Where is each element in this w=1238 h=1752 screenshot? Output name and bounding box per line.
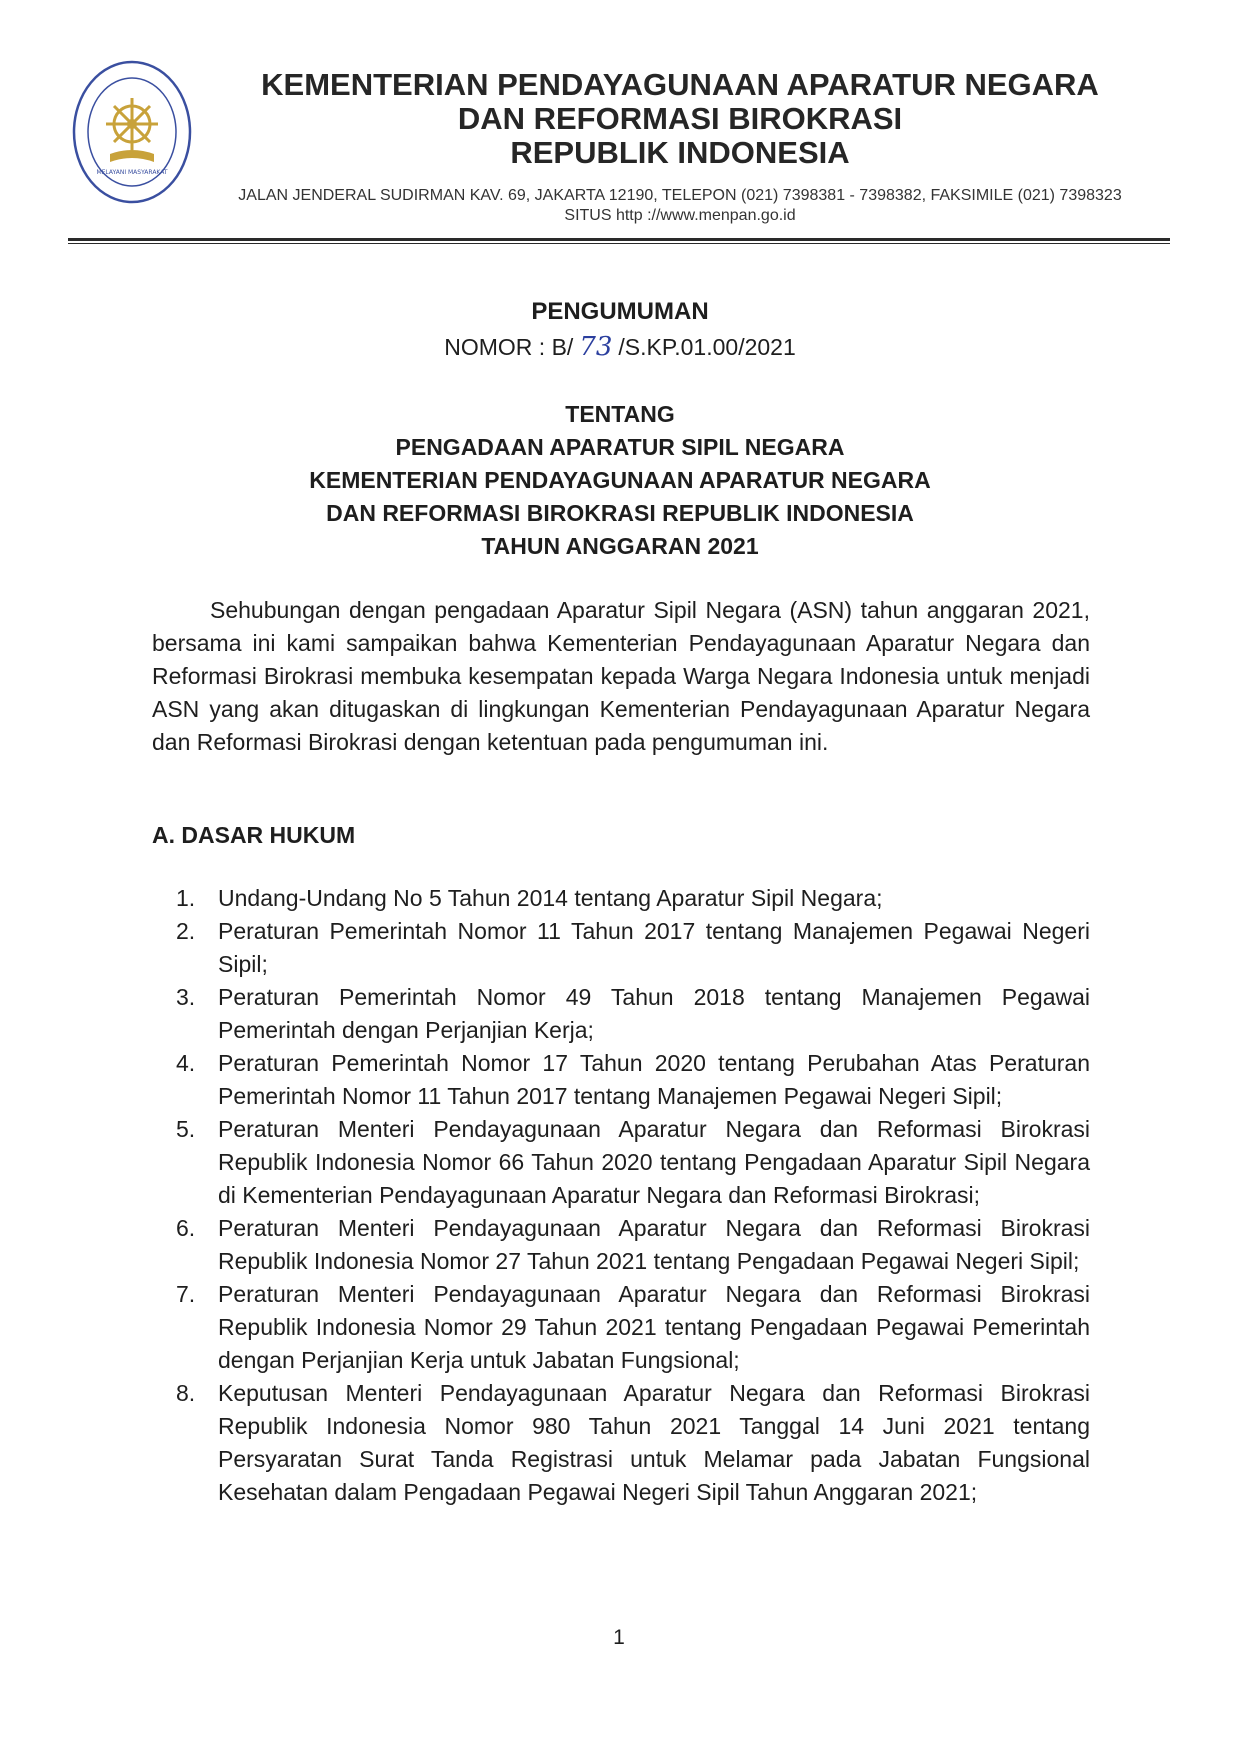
list-item-text: Peraturan Pemerintah Nomor 11 Tahun 2017 tentang Manajemen Pegawai Negeri Sipil; [218,918,1090,977]
ministry-seal-logo [70,58,194,206]
letterhead-address-block [180,186,1180,226]
list-item [176,1377,1090,1509]
list-item-number: 7. [176,1281,196,1307]
letterhead-line-2: DAN REFORMASI BIROKRASI [457,101,903,136]
list-item [176,882,1090,915]
letterhead [180,68,1180,170]
subject-line-1: PENGADAAN APARATUR SIPIL NEGARA [395,434,845,460]
letterhead-address: JALAN JENDERAL SUDIRMAN KAV. 69, JAKARTA 12190, TELEPON (021) 7398381 - 7398382, FAKSIMILE (021) 7398323 [238,187,1122,204]
list-item [176,915,1090,981]
document-number-suffix: /S.KP.01.00/2021 [618,334,796,360]
document-number-prefix: NOMOR : B/ [444,334,574,360]
list-item-text: Peraturan Menteri Pendayagunaan Aparatur Negara dan Reformasi Birokrasi Republik Indonesia Nomor 27 Tahun 2021 tentang Pengadaan Pegawai Negeri Sipil; [218,1215,1090,1274]
page-number: 1 [613,1626,625,1649]
letterhead-divider-thick [68,238,1170,241]
logo-motto: MELAYANI MASYARAKAT [96,169,168,176]
list-item-text: Peraturan Pemerintah Nomor 17 Tahun 2020 tentang Perubahan Atas Peraturan Pemerintah Nomor 11 Tahun 2017 tentang Manajemen Pegawai Negeri Sipil; [218,1050,1090,1109]
list-item-text: Peraturan Menteri Pendayagunaan Aparatur Negara dan Reformasi Birokrasi Republik Indonesia Nomor 29 Tahun 2021 tentang Pengadaan Pegawai Pemerintah dengan Perjanjian Kerja untuk Jabatan Fungsional; [218,1281,1090,1373]
intro-paragraph: Sehubungan dengan pengadaan Aparatur Sipil Negara (ASN) tahun anggaran 2021, bersama ini kami sampaikan bahwa Kementerian Pendayagunaan Aparatur Negara dan Reformasi Birokrasi membuka kesempatan kepada Warga Negara Indonesia untuk menjadi ASN yang akan ditugaskan di lingkungan Kementerian Pendayagunaan Aparatur Negara dan Reformasi Birokrasi dengan ketentuan pada pengumuman ini. [152,597,1090,755]
subject-line-4: TAHUN ANGGARAN 2021 [481,533,759,559]
list-item-text: Peraturan Menteri Pendayagunaan Aparatur Negara dan Reformasi Birokrasi Republik Indonesia Nomor 66 Tahun 2020 tentang Pengadaan Aparatur Sipil Negara di Kementerian Pendayagunaan Aparatur Negara dan Reformasi Birokrasi; [218,1116,1090,1208]
list-item-number: 6. [176,1215,196,1241]
list-item [176,1278,1090,1377]
list-item-text: Keputusan Menteri Pendayagunaan Aparatur Negara dan Reformasi Birokrasi Republik Indonesia Nomor 980 Tahun 2021 Tanggal 14 Juni 2021 tentang Persyaratan Surat Tanda Registrasi untuk Melamar pada Jabatan Fungsional Kesehatan dalam Pengadaan Pegawai Negeri Sipil Tahun Anggaran 2021; [218,1380,1090,1505]
letterhead-line-3: REPUBLIK INDONESIA [510,135,850,170]
subject-line-3: DAN REFORMASI BIROKRASI REPUBLIK INDONESIA [326,500,914,526]
legal-basis-list [176,882,1090,1509]
list-item-number: 2. [176,918,196,944]
list-item-number: 3. [176,984,196,1010]
letterhead-divider-thin [68,243,1170,244]
list-item-number: 4. [176,1050,196,1076]
subject-line-2: KEMENTERIAN PENDAYAGUNAAN APARATUR NEGARA [309,467,931,493]
letterhead-line-1: KEMENTERIAN PENDAYAGUNAAN APARATUR NEGARA [261,67,1099,102]
document-subject [120,398,1120,563]
list-item-text: Peraturan Pemerintah Nomor 49 Tahun 2018 tentang Manajemen Pegawai Pemerintah dengan Perjanjian Kerja; [218,984,1090,1043]
list-item-text: Undang-Undang No 5 Tahun 2014 tentang Aparatur Sipil Negara; [218,885,883,911]
list-item [176,981,1090,1047]
subject-tentang: TENTANG [565,401,675,427]
list-item [176,1113,1090,1212]
document-number [120,332,1120,362]
list-item-number: 5. [176,1116,196,1142]
list-item [176,1212,1090,1278]
document-number-handwritten: 73 [579,332,613,362]
section-a-heading: A. DASAR HUKUM [152,822,356,848]
letterhead-website: SITUS http ://www.menpan.go.id [564,207,796,224]
list-item [176,1047,1090,1113]
list-item-number: 8. [176,1380,196,1406]
list-item-number: 1. [176,885,196,911]
document-title: PENGUMUMAN [531,298,709,325]
